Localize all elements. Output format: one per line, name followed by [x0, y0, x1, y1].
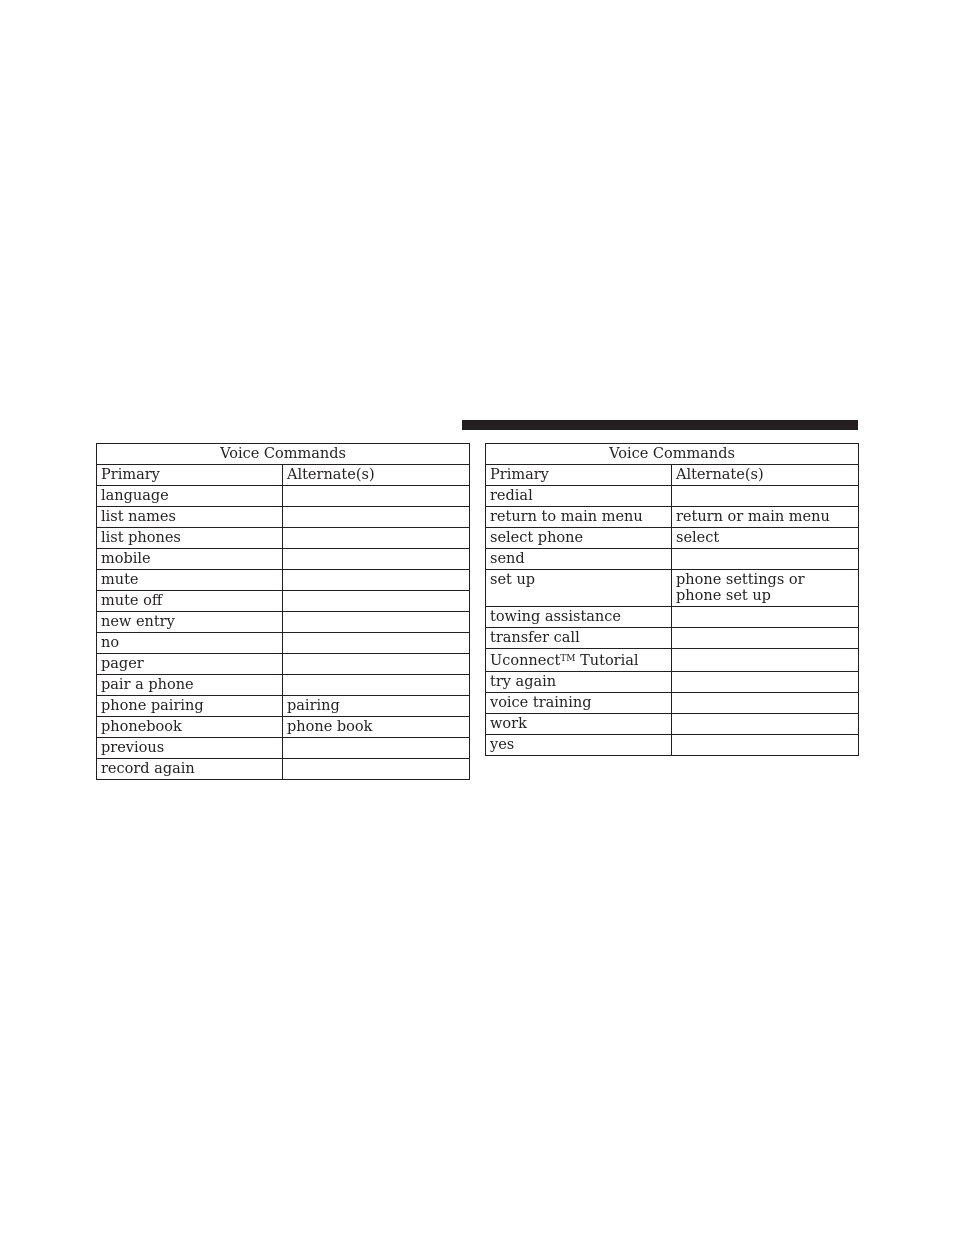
primary-cell: try again — [486, 672, 672, 693]
alternate-cell — [672, 672, 859, 693]
alternate-cell — [283, 759, 470, 780]
alternate-cell — [283, 612, 470, 633]
table-title: Voice Commands — [486, 444, 859, 465]
table-row — [97, 549, 470, 570]
alternate-cell — [672, 649, 859, 672]
table-row — [97, 759, 470, 780]
alternate-cell — [283, 591, 470, 612]
primary-cell: phone pairing — [97, 696, 283, 717]
primary-cell: list phones — [97, 528, 283, 549]
alternate-cell: return or main menu — [672, 507, 859, 528]
primary-cell: previous — [97, 738, 283, 759]
primary-cell: return to main menu — [486, 507, 672, 528]
primary-cell: no — [97, 633, 283, 654]
primary-cell: new entry — [97, 612, 283, 633]
primary-cell: Uconnect™ Tutorial — [486, 649, 672, 672]
table-row — [97, 633, 470, 654]
table-row — [486, 507, 859, 528]
primary-cell: language — [97, 486, 283, 507]
alternate-cell: phone settings or phone set up — [672, 570, 859, 607]
table-row — [486, 549, 859, 570]
table-row — [486, 672, 859, 693]
alternate-cell — [283, 675, 470, 696]
trademark-mark: TM — [560, 654, 576, 664]
table-title-row — [97, 444, 470, 465]
primary-cell: mute — [97, 570, 283, 591]
alternate-cell — [672, 607, 859, 628]
alternate-cell: phone book — [283, 717, 470, 738]
table-title: Voice Commands — [97, 444, 470, 465]
table-header-row — [486, 465, 859, 486]
alternate-cell: select — [672, 528, 859, 549]
alternate-cell — [283, 486, 470, 507]
column-header-alternates: Alternate(s) — [672, 465, 859, 486]
table-row — [97, 486, 470, 507]
table-row — [486, 693, 859, 714]
primary-cell: voice training — [486, 693, 672, 714]
table-row — [97, 696, 470, 717]
alternate-cell: pairing — [283, 696, 470, 717]
column-header-primary: Primary — [486, 465, 672, 486]
alternate-cell — [283, 549, 470, 570]
alternate-cell — [283, 654, 470, 675]
alternate-cell — [283, 633, 470, 654]
table-row — [97, 675, 470, 696]
table-row — [97, 528, 470, 549]
table-row — [486, 570, 859, 607]
section-header-bar — [462, 420, 858, 430]
table-row — [97, 612, 470, 633]
alternate-cell — [283, 507, 470, 528]
primary-cell: towing assistance — [486, 607, 672, 628]
primary-cell: transfer call — [486, 628, 672, 649]
table-row — [486, 628, 859, 649]
primary-cell: send — [486, 549, 672, 570]
primary-cell: redial — [486, 486, 672, 507]
table-row — [486, 607, 859, 628]
primary-cell: pair a phone — [97, 675, 283, 696]
primary-cell: record again — [97, 759, 283, 780]
table-row — [97, 738, 470, 759]
table-row — [486, 649, 859, 672]
table-row — [486, 735, 859, 756]
alternate-cell — [672, 628, 859, 649]
table-row — [97, 507, 470, 528]
alternate-cell — [283, 738, 470, 759]
voice-commands-table-left — [96, 443, 470, 780]
primary-cell: mute off — [97, 591, 283, 612]
alternate-cell — [672, 735, 859, 756]
table-row — [97, 654, 470, 675]
primary-cell: mobile — [97, 549, 283, 570]
primary-cell: pager — [97, 654, 283, 675]
table-row — [97, 717, 470, 738]
primary-cell: set up — [486, 570, 672, 607]
table-header-row — [97, 465, 470, 486]
primary-cell: phonebook — [97, 717, 283, 738]
primary-cell: select phone — [486, 528, 672, 549]
table-row — [97, 591, 470, 612]
alternate-cell — [283, 528, 470, 549]
column-header-primary: Primary — [97, 465, 283, 486]
alternate-cell — [283, 570, 470, 591]
table-row — [97, 570, 470, 591]
voice-commands-table-right — [485, 443, 859, 756]
table-row — [486, 528, 859, 549]
table-row — [486, 714, 859, 735]
alternate-cell — [672, 486, 859, 507]
alternate-cell — [672, 549, 859, 570]
alternate-cell — [672, 693, 859, 714]
primary-cell: work — [486, 714, 672, 735]
table-title-row — [486, 444, 859, 465]
primary-cell: list names — [97, 507, 283, 528]
table-row — [486, 486, 859, 507]
column-header-alternates: Alternate(s) — [283, 465, 470, 486]
primary-cell: yes — [486, 735, 672, 756]
alternate-cell — [672, 714, 859, 735]
